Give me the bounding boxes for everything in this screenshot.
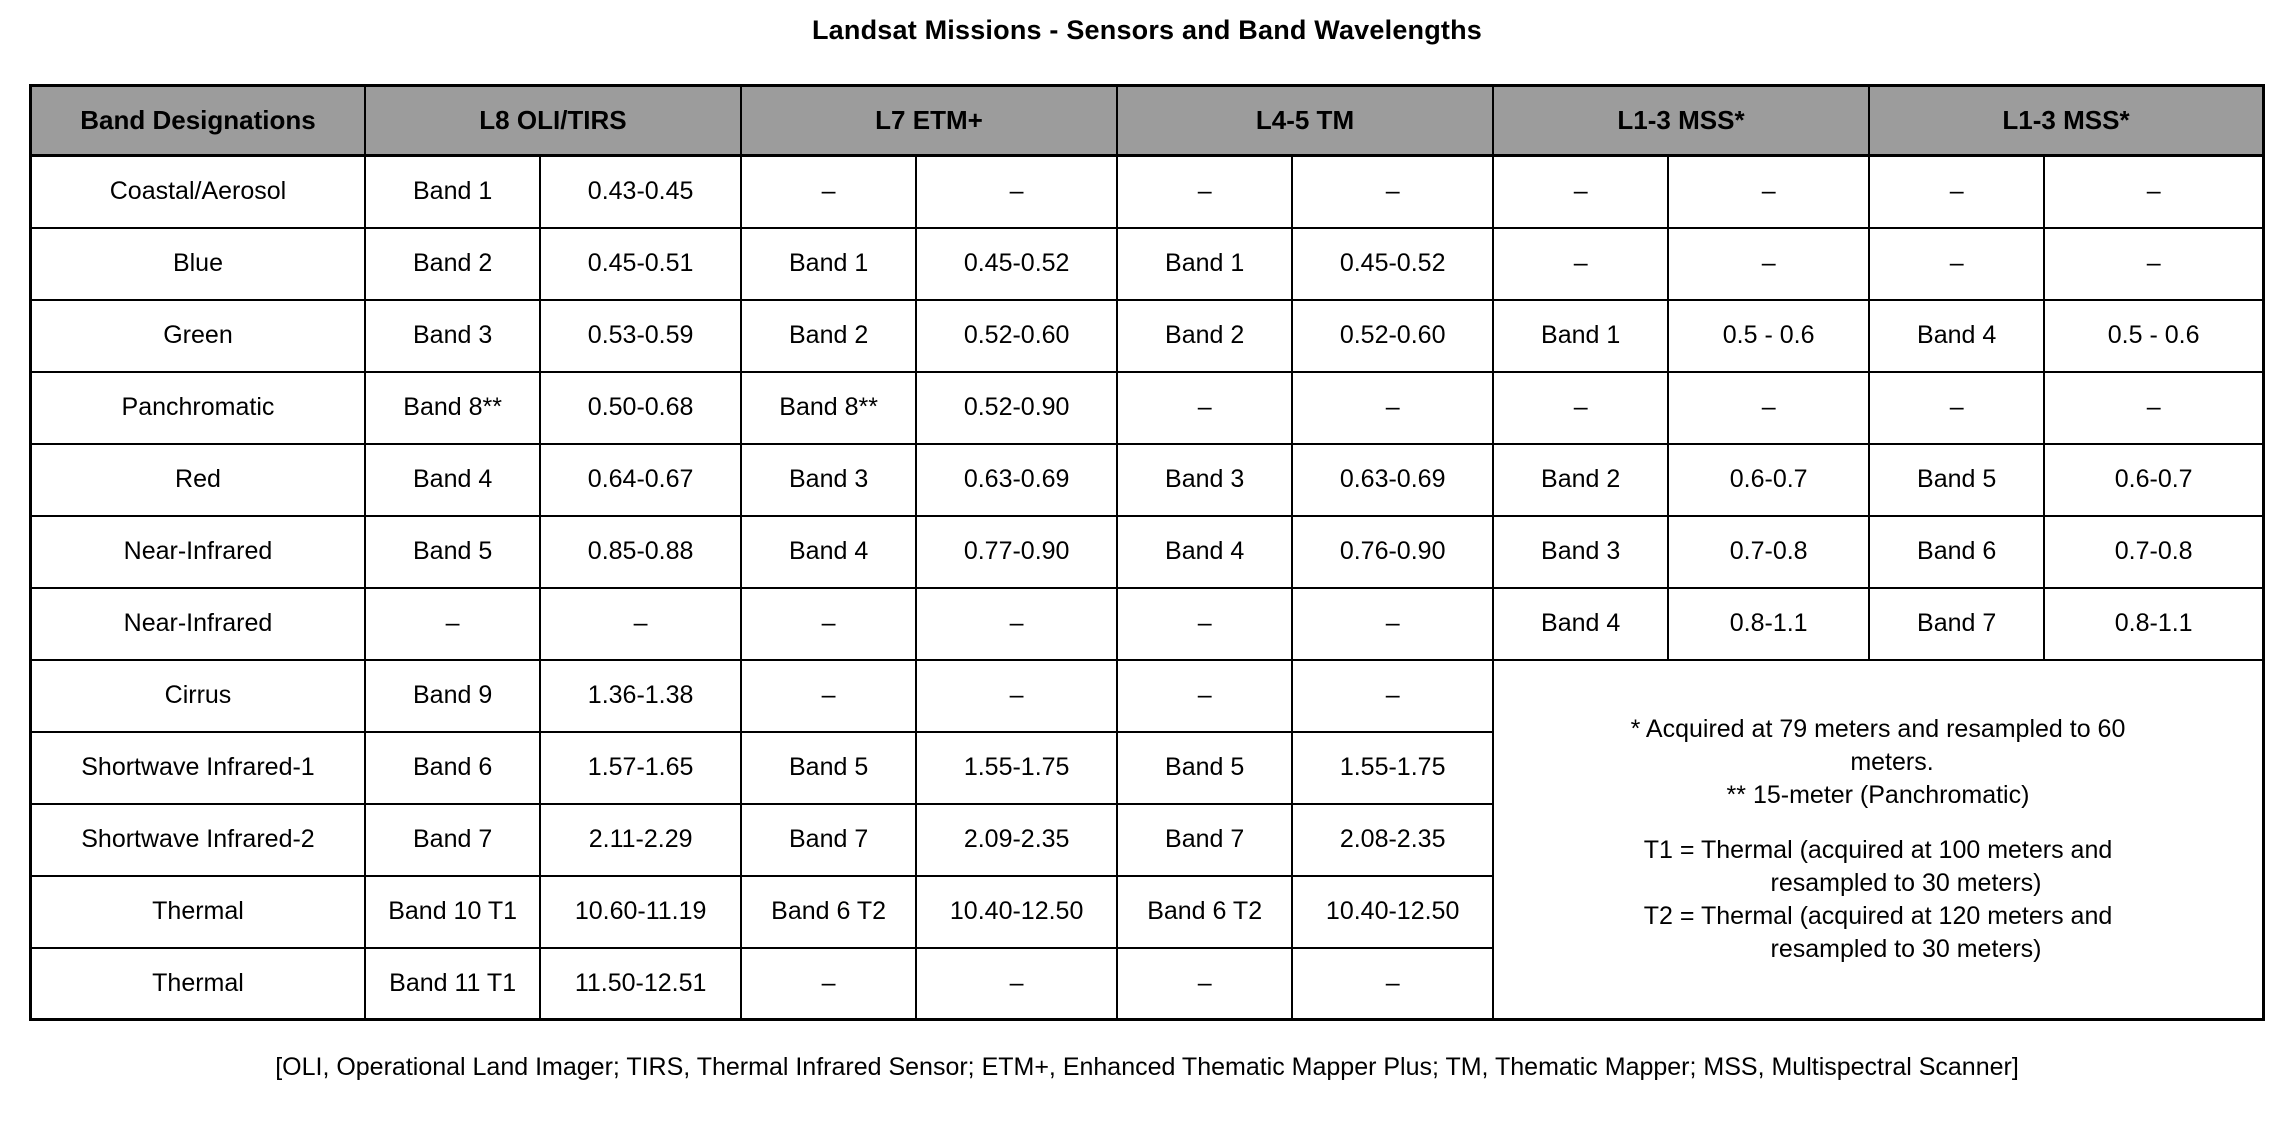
cell-band: Band 2 [1493, 444, 1668, 516]
cell-band: – [741, 660, 916, 732]
cell-band: – [365, 588, 540, 660]
cell-band: – [741, 156, 916, 228]
cell-wavelength: 0.7-0.8 [2044, 516, 2263, 588]
cell-band: Band 10 T1 [365, 876, 540, 948]
cell-band: – [1117, 372, 1292, 444]
cell-band: Band 5 [741, 732, 916, 804]
table-row [31, 228, 2264, 300]
cell-band: – [741, 588, 916, 660]
cell-band: Band 9 [365, 660, 540, 732]
row-label: Green [31, 300, 365, 372]
cell-band: – [1869, 156, 2044, 228]
cell-band: Band 6 [365, 732, 540, 804]
cell-wavelength: 11.50-12.51 [540, 948, 741, 1020]
cell-wavelength: 0.64-0.67 [540, 444, 741, 516]
row-label: Shortwave Infrared-2 [31, 804, 365, 876]
table-row [31, 588, 2264, 660]
column-header-l1-3-mss-b: L1-3 MSS* [1869, 86, 2264, 156]
cell-band: Band 7 [1869, 588, 2044, 660]
cell-wavelength: 0.53-0.59 [540, 300, 741, 372]
column-header-band-designations: Band Designations [31, 86, 365, 156]
cell-wavelength: 10.60-11.19 [540, 876, 741, 948]
row-label: Shortwave Infrared-1 [31, 732, 365, 804]
cell-band: Band 3 [1493, 516, 1668, 588]
row-label: Red [31, 444, 365, 516]
cell-wavelength: – [916, 588, 1117, 660]
cell-wavelength: – [1292, 948, 1493, 1020]
cell-band: Band 1 [741, 228, 916, 300]
cell-band: Band 2 [365, 228, 540, 300]
cell-band: Band 4 [1117, 516, 1292, 588]
table-row [31, 156, 2264, 228]
cell-band: – [1117, 156, 1292, 228]
footnote-asterisk-line-1: * Acquired at 79 meters and resampled to 60 [1630, 714, 2126, 743]
footnote-double-asterisk: ** 15-meter (Panchromatic) [1726, 780, 2030, 809]
cell-wavelength: 0.52-0.60 [1292, 300, 1493, 372]
cell-wavelength: 0.63-0.69 [916, 444, 1117, 516]
row-label: Thermal [31, 876, 365, 948]
cell-wavelength: 10.40-12.50 [916, 876, 1117, 948]
cell-band: – [1493, 372, 1668, 444]
cell-band: Band 7 [1117, 804, 1292, 876]
cell-band: Band 1 [1117, 228, 1292, 300]
cell-wavelength: 1.57-1.65 [540, 732, 741, 804]
cell-band: Band 8** [741, 372, 916, 444]
cell-wavelength: 1.36-1.38 [540, 660, 741, 732]
cell-wavelength: 0.5 - 0.6 [2044, 300, 2263, 372]
table-row [31, 300, 2264, 372]
cell-band: – [1117, 660, 1292, 732]
page-title: Landsat Missions - Sensors and Band Wavelengths [811, 15, 1483, 45]
cell-wavelength: 1.55-1.75 [1292, 732, 1493, 804]
cell-wavelength: 0.8-1.1 [1668, 588, 1869, 660]
cell-band: – [1117, 588, 1292, 660]
cell-wavelength: – [2044, 372, 2263, 444]
cell-band: Band 5 [1117, 732, 1292, 804]
row-label: Blue [31, 228, 365, 300]
cell-band: Band 2 [1117, 300, 1292, 372]
cell-wavelength: 0.45-0.51 [540, 228, 741, 300]
cell-wavelength: 0.7-0.8 [1668, 516, 1869, 588]
cell-band: Band 1 [1493, 300, 1668, 372]
table-caption: [OLI, Operational Land Imager; TIRS, Thermal Infrared Sensor; ETM+, Enhanced Thematic Mapper Plus; TM, Thematic Mapper; MSS, Multispectral Scanner] [275, 1053, 2019, 1081]
footnote-spacer [1494, 812, 2262, 834]
cell-band: Band 5 [1869, 444, 2044, 516]
table-row [31, 660, 2264, 732]
cell-band: Band 5 [365, 516, 540, 588]
cell-band: Band 11 T1 [365, 948, 540, 1020]
cell-wavelength: 0.52-0.90 [916, 372, 1117, 444]
cell-wavelength: 0.6-0.7 [1668, 444, 1869, 516]
cell-wavelength: – [1668, 372, 1869, 444]
cell-wavelength: – [1668, 156, 1869, 228]
landsat-table-container [29, 84, 2265, 1021]
cell-band: Band 1 [365, 156, 540, 228]
row-label: Near-Infrared [31, 588, 365, 660]
cell-band: Band 4 [1493, 588, 1668, 660]
cell-band: Band 2 [741, 300, 916, 372]
cell-band: – [1117, 948, 1292, 1020]
row-label: Cirrus [31, 660, 365, 732]
cell-band: – [1493, 228, 1668, 300]
cell-wavelength: – [2044, 156, 2263, 228]
cell-band: Band 3 [365, 300, 540, 372]
cell-band: – [741, 948, 916, 1020]
cell-wavelength: 2.11-2.29 [540, 804, 741, 876]
footnote-t2-line-1: T2 = Thermal (acquired at 120 meters and [1643, 901, 2113, 930]
cell-wavelength: – [1292, 588, 1493, 660]
row-label: Panchromatic [31, 372, 365, 444]
row-label: Near-Infrared [31, 516, 365, 588]
table-row [31, 372, 2264, 444]
cell-wavelength: – [1292, 372, 1493, 444]
cell-band: – [1869, 228, 2044, 300]
cell-wavelength: 1.55-1.75 [916, 732, 1117, 804]
cell-wavelength: 2.09-2.35 [916, 804, 1117, 876]
cell-wavelength: – [1668, 228, 1869, 300]
cell-band: Band 4 [741, 516, 916, 588]
column-header-l4-5-tm: L4-5 TM [1117, 86, 1493, 156]
cell-band: – [1869, 372, 2044, 444]
cell-wavelength: 0.50-0.68 [540, 372, 741, 444]
footnote-asterisk-line-2: meters. [1850, 747, 1934, 776]
cell-band: Band 8** [365, 372, 540, 444]
footnote-t1-line-1: T1 = Thermal (acquired at 100 meters and [1643, 835, 2113, 864]
footnote-t1-line-2: resampled to 30 meters) [1770, 868, 2042, 897]
cell-wavelength: 0.77-0.90 [916, 516, 1117, 588]
cell-band: Band 3 [741, 444, 916, 516]
row-label: Thermal [31, 948, 365, 1020]
column-header-l1-3-mss-a: L1-3 MSS* [1493, 86, 1869, 156]
cell-wavelength: 2.08-2.35 [1292, 804, 1493, 876]
cell-wavelength: 0.52-0.60 [916, 300, 1117, 372]
cell-band: Band 6 [1869, 516, 2044, 588]
cell-band: Band 6 T2 [741, 876, 916, 948]
cell-band: Band 4 [1869, 300, 2044, 372]
cell-wavelength: 10.40-12.50 [1292, 876, 1493, 948]
cell-wavelength: 0.63-0.69 [1292, 444, 1493, 516]
cell-wavelength: 0.43-0.45 [540, 156, 741, 228]
cell-wavelength: 0.5 - 0.6 [1668, 300, 1869, 372]
column-header-l8-oli-tirs: L8 OLI/TIRS [365, 86, 741, 156]
cell-wavelength: – [1292, 156, 1493, 228]
cell-wavelength: 0.45-0.52 [1292, 228, 1493, 300]
cell-wavelength: – [916, 156, 1117, 228]
cell-band: Band 6 T2 [1117, 876, 1292, 948]
cell-wavelength: 0.6-0.7 [2044, 444, 2263, 516]
cell-band: Band 7 [741, 804, 916, 876]
cell-band: – [1493, 156, 1668, 228]
cell-wavelength: – [916, 948, 1117, 1020]
cell-wavelength: 0.85-0.88 [540, 516, 741, 588]
landsat-band-table [29, 84, 2265, 1021]
cell-wavelength: 0.45-0.52 [916, 228, 1117, 300]
cell-band: Band 4 [365, 444, 540, 516]
table-row [31, 444, 2264, 516]
cell-wavelength: – [2044, 228, 2263, 300]
cell-wavelength: – [1292, 660, 1493, 732]
cell-wavelength: 0.8-1.1 [2044, 588, 2263, 660]
cell-wavelength: – [540, 588, 741, 660]
cell-wavelength: 0.76-0.90 [1292, 516, 1493, 588]
cell-band: Band 3 [1117, 444, 1292, 516]
cell-wavelength: – [916, 660, 1117, 732]
table-row [31, 516, 2264, 588]
cell-band: Band 7 [365, 804, 540, 876]
row-label: Coastal/Aerosol [31, 156, 365, 228]
table-header-row [31, 86, 2264, 156]
column-header-l7-etm: L7 ETM+ [741, 86, 1117, 156]
footnote-t2-line-2: resampled to 30 meters) [1770, 934, 2042, 963]
footnotes-cell [1493, 660, 2264, 1020]
